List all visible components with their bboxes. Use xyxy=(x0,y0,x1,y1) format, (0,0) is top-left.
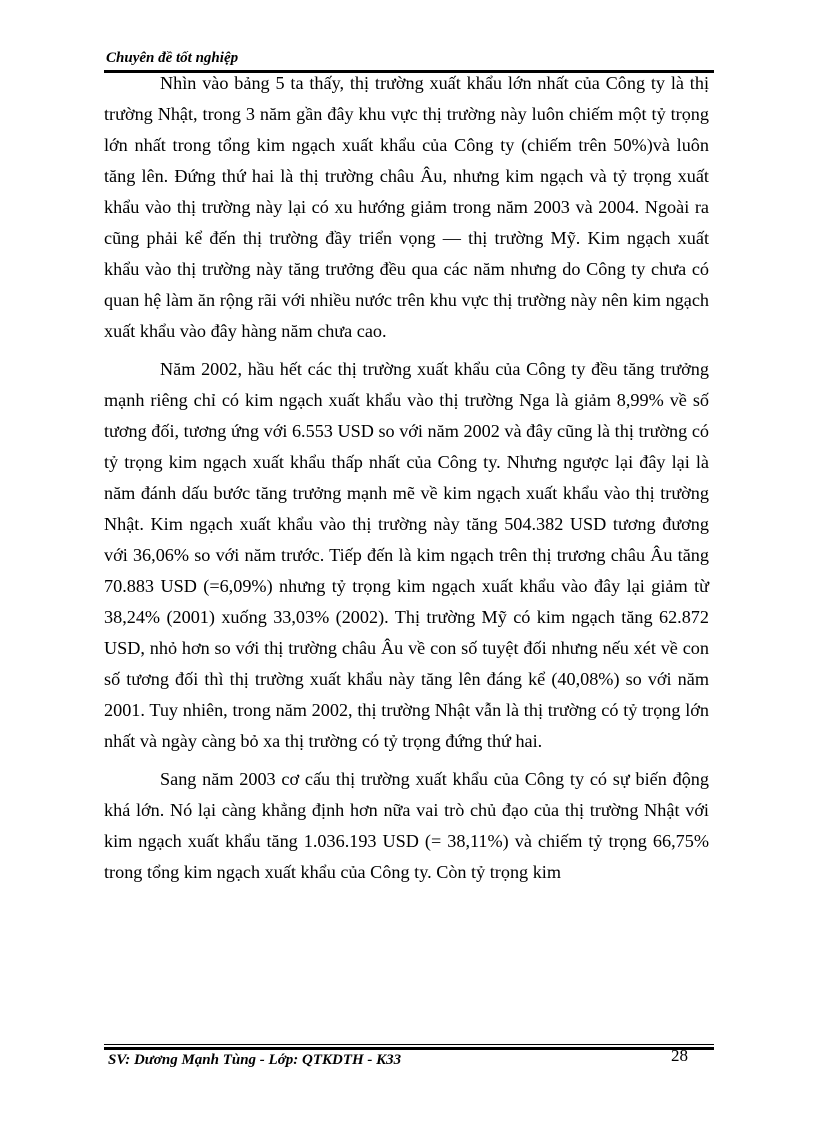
body-text xyxy=(104,68,709,895)
page-number: 28 xyxy=(671,1046,688,1065)
header-title: Chuyên đề tốt nghiệp xyxy=(106,50,239,66)
footer-author: SV: Dương Mạnh Tùng - Lớp: QTKDTH - K33 xyxy=(108,1052,402,1068)
footer-rule xyxy=(104,1047,714,1050)
footer-row xyxy=(104,1046,714,1069)
page-footer xyxy=(104,1044,714,1069)
paragraph: Nhìn vào bảng 5 ta thấy, thị trường xuất khẩu lớn nhất của Công ty là thị trường Nhật, trong 3 năm gần đây khu vực thị trường này luôn chiếm một tỷ trọng lớn nhất trong tổng kim ngạch xuất khẩu của Công ty (chiếm trên 50%)và luôn tăng lên. Đứng thứ hai là thị trường châu Âu, nhưng kim ngạch và tỷ trọng xuất khẩu vào thị trường này lại có xu hướng giảm trong năm 2003 và 2004. Ngoài ra cũng phải kể đến thị trường đầy triển vọng — thị trường Mỹ. Kim ngạch xuất khẩu vào thị trường này tăng trưởng đều qua các năm nhưng do Công ty chưa có quan hệ làm ăn rộng rãi với nhiều nước trên khu vực thị trường này nên kim ngạch xuất khẩu vào đây hàng năm chưa cao. xyxy=(104,73,709,341)
paragraph: Năm 2002, hầu hết các thị trường xuất khẩu của Công ty đều tăng trưởng mạnh riêng chỉ có kim ngạch xuất khẩu vào thị trường Nga là giảm 8,99% về số tương đối, tương ứng với 6.553 USD so với năm 2002 và đây cũng là thị trường có tỷ trọng kim ngạch xuất khẩu thấp nhất của Công ty. Nhưng ngược lại đây lại là năm đánh dấu bước tăng trưởng mạnh mẽ về kim ngạch xuất khẩu vào thị trường Nhật. Kim ngạch xuất khẩu vào thị trường này tăng 504.382 USD tương đương với 36,06% so với năm trước. Tiếp đến là kim ngạch trên thị trương châu Âu tăng 70.883 USD (=6,09%) nhưng tỷ trọng kim ngạch xuất khẩu vào đây lại giảm từ 38,24% (2001) xuống 33,03% (2002). Thị trường Mỹ có kim ngạch tăng 62.872 USD, nhỏ hơn so với thị trường châu Âu về con số tuyệt đối nhưng nếu xét về con số tương đối thì thị trường xuất khẩu này tăng lên đáng kể (40,08%) so với năm 2001. Tuy nhiên, trong năm 2002, thị trường Nhật vẫn là thị trường có tỷ trọng lớn nhất và ngày càng bỏ xa thị trường có tỷ trọng đứng thứ hai. xyxy=(104,359,709,751)
footer-rule-thin xyxy=(104,1044,714,1045)
paragraph: Sang năm 2003 cơ cấu thị trường xuất khẩu của Công ty có sự biến động khá lớn. Nó lại càng khẳng định hơn nữa vai trò chủ đạo của thị trường Nhật với kim ngạch xuất khẩu tăng 1.036.193 USD (= 38,11%) và chiếm tỷ trọng 66,75% trong tổng kim ngạch xuất khẩu của Công ty. Còn tỷ trọng kim xyxy=(104,769,709,882)
